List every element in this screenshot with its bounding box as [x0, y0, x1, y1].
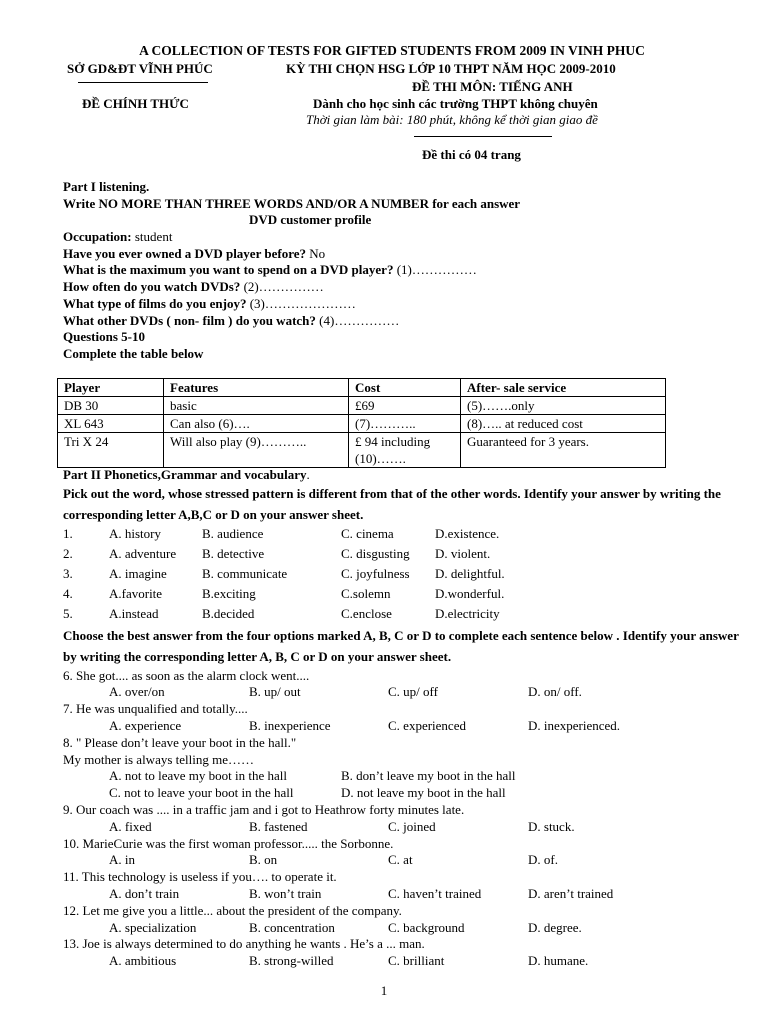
- intended-for: Dành cho học sinh các trường THPT không chuyên: [313, 96, 598, 111]
- table-cell: (8)….. at reduced cost: [461, 415, 666, 433]
- table-cell: (5)…….only: [461, 397, 666, 415]
- field-value: No: [306, 245, 326, 261]
- option-c: C. background: [388, 919, 465, 935]
- mc-instruction: Choose the best answer from the four options marked A, B, C or D to complete each sentence below . Identify your answer by writing the corresponding letter A, B, C or D on your answer sheet.: [63, 627, 739, 664]
- part2-section: [63, 466, 743, 969]
- stress-question: [63, 525, 743, 545]
- option-d: D. not leave my boot in the hall: [341, 785, 506, 801]
- question-stem: 6. She got.... as soon as the alarm clock went....: [63, 667, 310, 683]
- profile-field: [63, 295, 723, 312]
- table-cell: (7)………..: [349, 415, 461, 433]
- table-cell: Can also (6)….: [164, 415, 349, 433]
- table-cell: Tri X 24: [58, 433, 164, 468]
- questions-label: Questions 5-10: [63, 329, 145, 345]
- question-stem: 12. Let me give you a little... about the president of the company.: [63, 902, 402, 918]
- stress-question: [63, 605, 743, 625]
- option-a: A. adventure: [109, 545, 177, 561]
- option-d: D. aren’t trained: [528, 886, 614, 902]
- question-stem: 8. " Please don’t leave your boot in the hall.": [63, 734, 297, 750]
- option-c: C. not to leave your boot in the hall: [109, 785, 294, 801]
- option-d: D. delightful.: [435, 565, 505, 581]
- question-stem: 13. Joe is always determined to do anything he wants . He’s a ... man.: [63, 936, 425, 952]
- option-a: A. imagine: [109, 565, 167, 581]
- question-stem: 7. He was unqualified and totally....: [63, 701, 248, 717]
- table-cell: £ 94 including (10)…….: [349, 433, 461, 468]
- table-row: [58, 415, 666, 433]
- option-a: A. not to leave my boot in the hall: [109, 768, 287, 784]
- option-b: B. inexperience: [249, 718, 331, 734]
- option-d: D. of.: [528, 852, 558, 868]
- question-stem: 9. Our coach was .... in a traffic jam and i got to Heathrow forty minutes late.: [63, 802, 465, 818]
- exam-title: KỲ THI CHỌN HSG LỚP 10 THPT NĂM HỌC 2009-2010: [286, 61, 616, 76]
- field-value: student: [131, 229, 173, 245]
- official-label: ĐỀ CHÍNH THỨC: [82, 96, 189, 111]
- question-stem: My mother is always telling me……: [63, 751, 255, 767]
- option-d: D. humane.: [528, 953, 589, 969]
- field-value: (3)…………………: [246, 295, 356, 311]
- question-stem: 11. This technology is useless if you…. to operate it.: [63, 869, 337, 885]
- table-header: Player: [58, 379, 164, 397]
- header-divider-right: [414, 136, 552, 137]
- question-stem: 10. MarieCurie was the first woman professor..... the Sorbonne.: [63, 835, 394, 851]
- option-a: A.favorite: [109, 585, 163, 601]
- options-row: [63, 919, 743, 936]
- profile-field: [63, 278, 723, 295]
- option-b: B. fastened: [249, 818, 308, 834]
- option-d: D.electricity: [435, 605, 500, 621]
- stress-instruction: Pick out the word, whose stressed pattern is different from that of the other words. Identify your answer by writing the corresponding letter A,B,C or D on your answer sheet.: [63, 485, 721, 522]
- table-instruction: Complete the table below: [63, 345, 204, 361]
- options-row: [63, 784, 743, 801]
- option-a: A. don’t train: [109, 886, 180, 902]
- option-c: C. haven’t trained: [388, 886, 482, 902]
- options-row: [63, 952, 743, 969]
- field-value: (2)……………: [240, 279, 324, 295]
- profile-field: [63, 261, 723, 278]
- option-b: B.decided: [202, 605, 255, 621]
- part2-title-end: .: [306, 467, 310, 482]
- part1-instruction: Write NO MORE THAN THREE WORDS AND/OR A NUMBER for each answer: [63, 195, 521, 211]
- table-cell: Will also play (9)………..: [164, 433, 349, 468]
- question-number: 4.: [63, 585, 73, 601]
- part1-title: Part I listening.: [63, 179, 150, 194]
- table-cell: XL 643: [58, 415, 164, 433]
- page-number: 1: [380, 983, 388, 998]
- option-b: B. detective: [202, 545, 265, 561]
- question-number: 3.: [63, 565, 73, 581]
- table-header: Features: [164, 379, 349, 397]
- table-row: [58, 397, 666, 415]
- stress-question: [63, 585, 743, 605]
- field-label: How often do you watch DVDs?: [63, 279, 241, 295]
- table-header: After- sale service: [461, 379, 666, 397]
- field-value: (4)……………: [315, 312, 400, 328]
- option-d: D. inexperienced.: [528, 718, 621, 734]
- option-d: D. violent.: [435, 545, 491, 561]
- options-row: [63, 683, 743, 700]
- table-row: [58, 433, 666, 468]
- field-label: Have you ever owned a DVD player before?: [63, 245, 307, 261]
- question-number: 5.: [63, 605, 73, 621]
- option-b: B. won’t train: [249, 886, 322, 902]
- option-b: B. communicate: [202, 565, 288, 581]
- option-c: C. joyfulness: [341, 565, 410, 581]
- exam-subject: ĐỀ THI MÔN: TIẾNG ANH: [412, 79, 573, 94]
- option-c: C. up/ off: [388, 684, 438, 700]
- dvd-table: [57, 378, 666, 468]
- option-a: A. specialization: [109, 919, 197, 935]
- option-a: A. over/on: [109, 684, 165, 700]
- option-c: C. brilliant: [388, 953, 445, 969]
- part2-title-line: [63, 466, 743, 483]
- option-a: A. in: [109, 852, 135, 868]
- option-a: A. fixed: [109, 818, 152, 834]
- option-a: A. ambitious: [109, 953, 177, 969]
- table-cell: DB 30: [58, 397, 164, 415]
- option-c: C. joined: [388, 818, 436, 834]
- profile-title: DVD customer profile: [249, 212, 372, 228]
- option-a: A.instead: [109, 605, 159, 621]
- header-divider-left: [78, 82, 208, 83]
- part2-title: Part II Phonetics,Grammar and vocabulary: [63, 467, 307, 482]
- part1-section: [63, 178, 723, 362]
- table-header-row: [58, 379, 666, 397]
- question-number: 1.: [63, 525, 73, 541]
- option-d: D. on/ off.: [528, 684, 582, 700]
- option-b: B. on: [249, 852, 278, 868]
- option-d: D.wonderful.: [435, 585, 505, 601]
- question-number: 2.: [63, 545, 73, 561]
- collection-title: A COLLECTION OF TESTS FOR GIFTED STUDENTS FROM 2009 IN VINH PHUC: [139, 43, 645, 58]
- option-c: C.solemn: [341, 585, 391, 601]
- option-b: B. audience: [202, 525, 264, 541]
- option-c: C. experienced: [388, 718, 466, 734]
- option-d: D.existence.: [435, 525, 500, 541]
- page-count: Đề thi có 04 trang: [422, 147, 521, 162]
- options-row: [63, 717, 743, 734]
- option-c: C.enclose: [341, 605, 392, 621]
- stress-question: [63, 565, 743, 585]
- field-label: Occupation:: [63, 229, 132, 245]
- option-b: B. don’t leave my boot in the hall: [341, 768, 516, 784]
- option-c: C. disgusting: [341, 545, 410, 561]
- option-c: C. at: [388, 852, 413, 868]
- options-row: [63, 818, 743, 835]
- time-allowed: Thời gian làm bài: 180 phút, không kể thời gian giao đề: [306, 112, 598, 127]
- profile-field: [63, 312, 723, 329]
- profile-field: [63, 228, 723, 245]
- table-cell: basic: [164, 397, 349, 415]
- option-a: A. history: [109, 525, 161, 541]
- option-b: B.exciting: [202, 585, 256, 601]
- field-value: (1)……………: [393, 262, 477, 278]
- department-name: SỞ GD&ĐT VĨNH PHÚC: [67, 61, 213, 76]
- table-cell: £69: [349, 397, 461, 415]
- option-b: B. strong-willed: [249, 953, 334, 969]
- options-row: [63, 885, 743, 902]
- option-d: D. stuck.: [528, 818, 575, 834]
- options-row: [63, 767, 743, 784]
- profile-field: [63, 245, 723, 262]
- option-d: D. degree.: [528, 919, 582, 935]
- field-label: What is the maximum you want to spend on a DVD player?: [63, 262, 394, 278]
- option-b: B. up/ out: [249, 684, 301, 700]
- options-row: [63, 851, 743, 868]
- field-label: What other DVDs ( non- film ) do you watch?: [63, 312, 316, 328]
- option-c: C. cinema: [341, 525, 394, 541]
- table-header: Cost: [349, 379, 461, 397]
- table-cell: Guaranteed for 3 years.: [461, 433, 666, 468]
- option-a: A. experience: [109, 718, 182, 734]
- field-label: What type of films do you enjoy?: [63, 295, 247, 311]
- stress-question: [63, 545, 743, 565]
- option-b: B. concentration: [249, 919, 335, 935]
